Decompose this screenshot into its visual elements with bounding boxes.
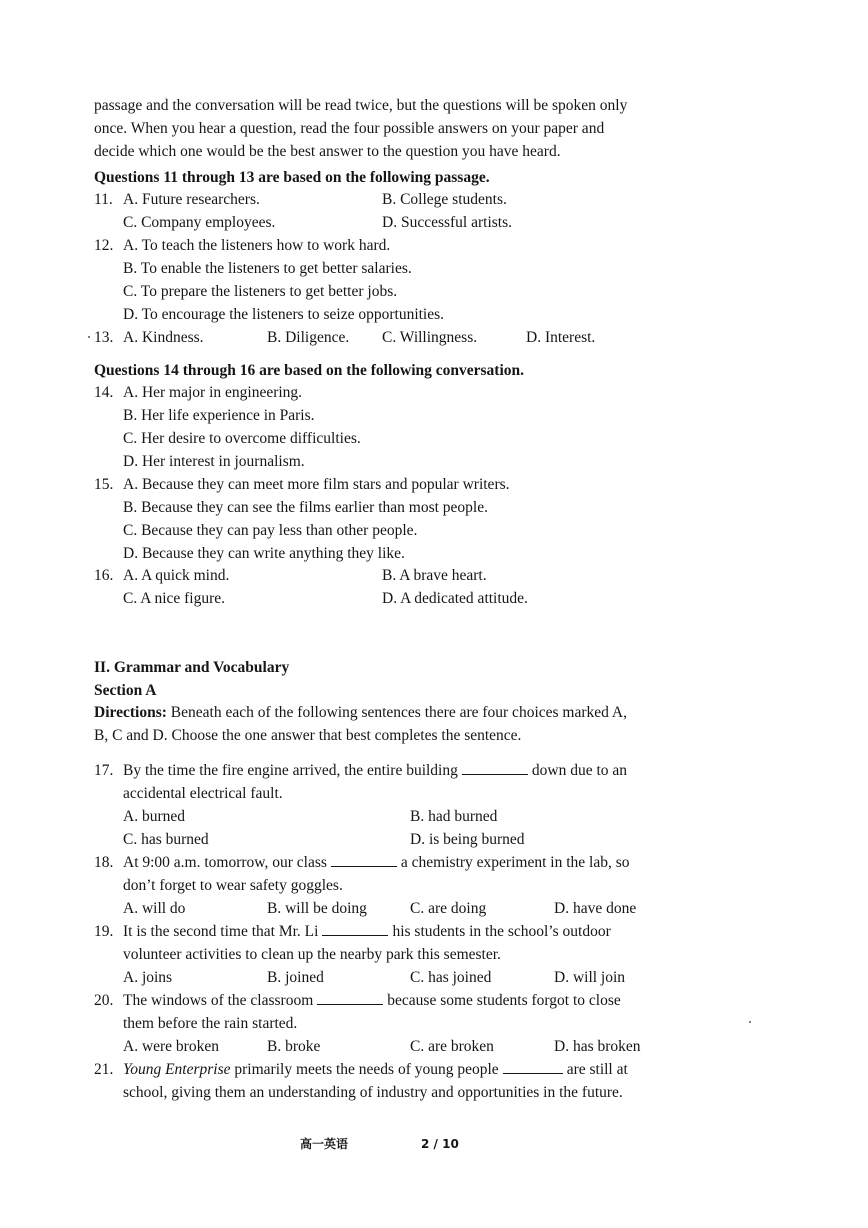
option-c: C. has burned <box>123 831 209 848</box>
question-19 <box>94 920 669 989</box>
scan-speck <box>749 1021 751 1023</box>
question-18 <box>94 851 669 920</box>
program-name: Young Enterprise <box>123 1061 231 1078</box>
question-number: 11. <box>94 191 113 208</box>
section-heading: Questions 14 through 16 are based on the following conversation. <box>94 362 525 379</box>
question-stem <box>123 851 629 874</box>
answer-blank <box>462 760 528 775</box>
subject-label: 高一英语 <box>300 1137 349 1151</box>
option-b: B. College students. <box>382 191 507 208</box>
question-stem <box>123 920 611 943</box>
question-20 <box>94 989 669 1058</box>
option-a: A. were broken <box>123 1038 219 1055</box>
stem-text: By the time the fire engine arrived, the entire building <box>123 762 458 779</box>
question-stem <box>123 759 627 782</box>
directions <box>94 701 669 747</box>
question-number: 21. <box>94 1061 114 1078</box>
question-number: 18. <box>94 854 114 871</box>
stem-continuation: don’t forget to wear safety goggles. <box>123 877 343 894</box>
option-d: D. A dedicated attitude. <box>382 590 528 607</box>
option-d: D. have done <box>554 900 637 917</box>
question-16 <box>94 564 669 610</box>
answer-blank <box>322 921 388 936</box>
question-15 <box>94 473 669 565</box>
option-b: B. Her life experience in Paris. <box>123 407 315 424</box>
question-stem <box>123 1058 628 1081</box>
stem-text: his students in the school’s outdoor <box>392 923 611 940</box>
question-number: 20. <box>94 992 114 1009</box>
option-c: C. Her desire to overcome difficulties. <box>123 430 361 447</box>
option-d: D. Interest. <box>526 329 596 346</box>
option-a: A. will do <box>123 900 186 917</box>
intro-paragraph <box>94 94 669 163</box>
question-13 <box>94 326 669 349</box>
option-d: D. Her interest in journalism. <box>123 453 305 470</box>
stem-text: At 9:00 a.m. tomorrow, our class <box>123 854 327 871</box>
option-a: A. joins <box>123 969 173 986</box>
section-heading: Questions 11 through 13 are based on the following passage. <box>94 169 490 186</box>
option-b: B. A brave heart. <box>382 567 487 584</box>
option-d: D. will join <box>554 969 626 986</box>
stem-text: It is the second time that Mr. Li <box>123 923 319 940</box>
stem-text: The windows of the classroom <box>123 992 314 1009</box>
option-a: A. To teach the listeners how to work hard. <box>123 237 391 254</box>
question-21 <box>94 1058 669 1104</box>
question-number: 12. <box>94 237 114 254</box>
option-d: D. has broken <box>554 1038 641 1055</box>
stem-text: primarily meets the needs of young people <box>230 1061 499 1078</box>
option-a: A. Kindness. <box>123 329 204 346</box>
option-b: B. To enable the listeners to get better salaries. <box>123 260 412 277</box>
option-b: B. Diligence. <box>267 329 350 346</box>
directions-text: B, C and D. Choose the one answer that best completes the sentence. <box>94 727 522 744</box>
option-b: B. Because they can see the films earlier than most people. <box>123 499 488 516</box>
directions-text: Beneath each of the following sentences there are four choices marked A, <box>166 704 627 721</box>
question-number: 15. <box>94 476 114 493</box>
option-c: C. A nice figure. <box>123 590 226 607</box>
stem-text: because some students forgot to close <box>387 992 621 1009</box>
option-c: C. Because they can pay less than other people. <box>123 522 418 539</box>
stem-continuation: volunteer activities to clean up the nearby park this semester. <box>123 946 501 963</box>
question-number: 17. <box>94 762 114 779</box>
option-a: A. Future researchers. <box>123 191 260 208</box>
option-c: C. are broken <box>410 1038 494 1055</box>
question-number: 19. <box>94 923 114 940</box>
section-label: Section A <box>94 682 157 699</box>
stem-continuation: school, giving them an understanding of industry and opportunities in the future. <box>123 1084 623 1101</box>
option-b: B. will be doing <box>267 900 367 917</box>
option-d: D. To encourage the listeners to seize opportunities. <box>123 306 445 323</box>
stem-continuation: accidental electrical fault. <box>123 785 283 802</box>
question-11 <box>94 188 669 234</box>
page-number: 2 / 10 <box>421 1137 459 1151</box>
stem-text: down due to an <box>531 762 628 779</box>
option-c: C. has joined <box>410 969 492 986</box>
question-12 <box>94 234 669 326</box>
option-a: A. Her major in engineering. <box>123 384 303 401</box>
question-17 <box>94 759 669 851</box>
stem-text: are still at <box>566 1061 628 1078</box>
page-footer <box>0 1133 868 1153</box>
answer-blank <box>331 852 397 867</box>
option-c: C. Company employees. <box>123 214 276 231</box>
question-number: 14. <box>94 384 114 401</box>
option-b: B. had burned <box>410 808 498 825</box>
answer-blank <box>317 990 383 1005</box>
intro-line: passage and the conversation will be read twice, but the questions will be spoken only <box>94 97 628 114</box>
question-number: 13. <box>94 329 114 346</box>
option-b: B. joined <box>267 969 324 986</box>
question-14 <box>94 381 669 473</box>
option-a: A. A quick mind. <box>123 567 230 584</box>
option-b: B. broke <box>267 1038 321 1055</box>
stem-text: a chemistry experiment in the lab, so <box>400 854 630 871</box>
option-d: D. is being burned <box>410 831 525 848</box>
scan-speck <box>88 336 90 338</box>
part-title: II. Grammar and Vocabulary <box>94 659 290 676</box>
stem-continuation: them before the rain started. <box>123 1015 298 1032</box>
option-c: C. Willingness. <box>382 329 478 346</box>
intro-line: once. When you hear a question, read the four possible answers on your paper and <box>94 120 605 137</box>
question-number: 16. <box>94 567 114 584</box>
intro-line: decide which one would be the best answer to the question you have heard. <box>94 143 561 160</box>
option-a: A. Because they can meet more film stars and popular writers. <box>123 476 510 493</box>
option-c: C. To prepare the listeners to get better jobs. <box>123 283 398 300</box>
option-a: A. burned <box>123 808 185 825</box>
option-d: D. Successful artists. <box>382 214 513 231</box>
option-c: C. are doing <box>410 900 487 917</box>
option-d: D. Because they can write anything they like. <box>123 545 405 562</box>
question-stem <box>123 989 621 1012</box>
answer-blank <box>503 1059 563 1074</box>
directions-label: Directions: <box>94 704 167 721</box>
